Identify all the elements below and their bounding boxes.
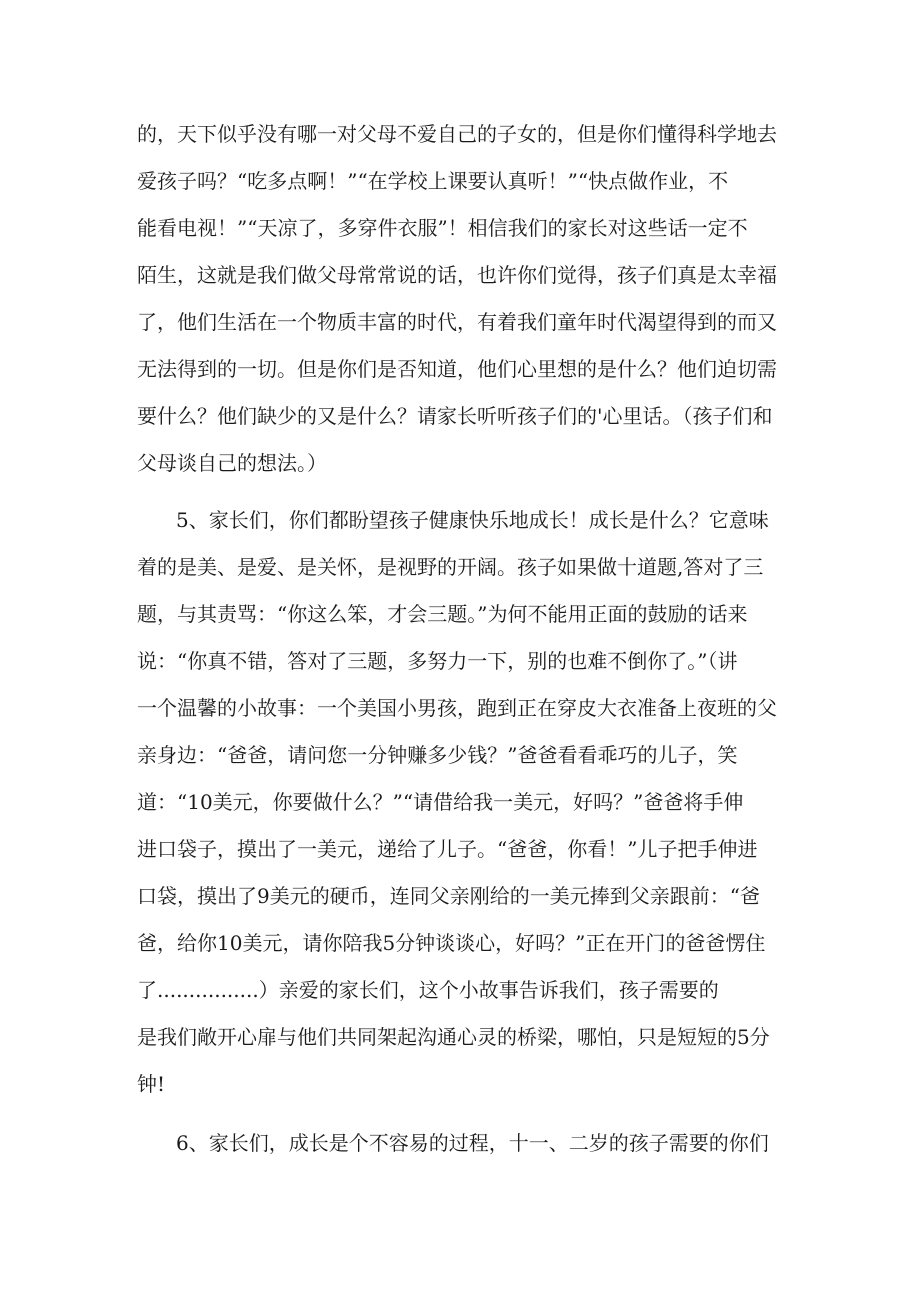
text-line: 着的是美、是爱、是关怀，是视野的开阔。孩子如果做十道题,答对了三 xyxy=(137,555,764,579)
text-line: 能看电视！”“天凉了，多穿件衣服”！相信我们的家长对这些话一定不 xyxy=(137,216,748,240)
text-line: 无法得到的一切。但是你们是否知道，他们心里想的是什么？他们迫切需 xyxy=(137,357,777,381)
text-line: 道：“10美元，你要做什么？”“请借给我一美元，好吗？”爸爸将手伸 xyxy=(137,790,744,814)
text-line: 口袋，摸出了9美元的硬币，连同父亲刚给的一美元捧到父亲跟前：“爸 xyxy=(137,884,760,908)
text-line: 父母谈自己的想法。） xyxy=(137,451,327,475)
text-line: 是我们敞开心扉与他们共同架起沟通心灵的桥梁，哪怕，只是短短的5分 xyxy=(137,1025,770,1049)
text-line: 亲身边：“爸爸，请问您一分钟赚多少钱？”爸爸看看乖巧的儿子，笑 xyxy=(137,743,738,767)
text-line: 了................）亲爱的家长们，这个小故事告诉我们，孩子需要的 xyxy=(137,978,719,1002)
text-line: 钟! xyxy=(137,1072,166,1096)
text-line: 进口袋子，摸出了一美元，递给了儿子。“爸爸，你看！”儿子把手伸进 xyxy=(137,837,758,861)
text-line: 6、家长们，成长是个不容易的过程，十一、二岁的孩子需要的你们 xyxy=(176,1131,769,1155)
text-line: 陌生，这就是我们做父母常常说的话，也许你们觉得，孩子们真是太幸福 xyxy=(137,263,777,287)
text-line: 说：“你真不错，答对了三题，多努力一下，别的也难不倒你了。”（讲 xyxy=(137,649,738,673)
text-line: 爱孩子吗？“吃多点啊！”“在学校上课要认真听！”“快点做作业，不 xyxy=(137,169,729,193)
text-line: 题，与其责骂：“你这么笨，才会三题。”为何不能用正面的鼓励的话来 xyxy=(137,602,748,626)
text-line: 爸，给你10美元，请你陪我5分钟谈谈心，好吗？”正在开门的爸爸愣住 xyxy=(137,931,766,955)
text-line: 一个温馨的小故事：一个美国小男孩，跑到正在穿皮大衣准备上夜班的父 xyxy=(137,696,777,720)
text-line: 要什么？他们缺少的又是什么？请家长听听孩子们的'心里话。（孩子们和 xyxy=(137,404,773,428)
text-line: 的，天下似乎没有哪一对父母不爱自己的子女的，但是你们懂得科学地去 xyxy=(137,122,777,146)
text-line: 了，他们生活在一个物质丰富的时代，有着我们童年时代渴望得到的而又 xyxy=(137,310,777,334)
text-line: 5、家长们，你们都盼望孩子健康快乐地成长！成长是什么？它意味 xyxy=(176,508,769,532)
